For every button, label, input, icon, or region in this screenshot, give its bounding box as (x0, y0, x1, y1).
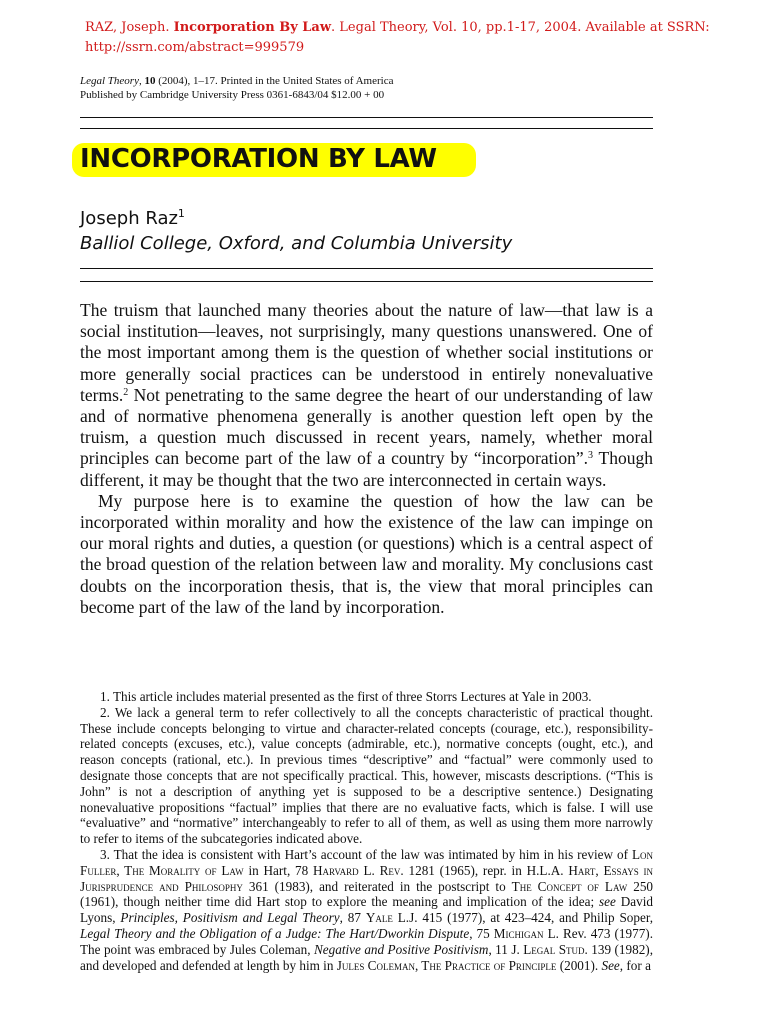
footnote-2: 2. We lack a general term to refer collectively to all the concepts characteristic of practical thought. These include concepts belonging to virtue and character-related concepts (courage, etc.), responsibility-related concepts (excuses, etc.), value concepts (admirable, etc.), normative concepts (ought, etc.), and reason concepts (rational, etc.). In previous times “descriptive” and “factual” were commonly used to designate those concepts that are not specifically practical. This, however, miscasts descriptions. (“This is John” is not a description of anything yet is supposed to be a descriptive sentence.) Designating nonevaluative propositions “factual” implies that there are no evaluative facts, which is false. I will use “evaluative” and “normative” interchangeably to refer to all of them, as well as using them more narrowly to refer to items of the subcategories indicated above. (80, 704, 653, 847)
paragraph-1: The truism that launched many theories about the nature of law—that law is a social institution—leaves, not surprisingly, many questions unanswered. One of the most important among them is the question of whether social institutions or more generally social practices can be understood in entirely nonevaluative terms.$^2$ Not penetrating to the same degree the heart of our understanding of law and of normative phenomena generally is another question left open by the truism, a question much discussed in recent years, namely, whether moral principles can become part of the law of a country by “incorporation”.$^3$ Though different, it may be thought that the two are interconnected in certain ways. (80, 300, 653, 490)
citation-title: Incorporation By Law (173, 20, 332, 35)
author-name: Joseph Raz (80, 208, 178, 229)
footnote-1: 1. This article includes material presented as the first of three Storrs Lectures at Yale in 2003. (100, 689, 592, 704)
title-rule-bottom (80, 281, 653, 282)
footnote-ref-2: 2 (123, 386, 129, 398)
header-rule-bottom (80, 128, 653, 129)
footnote-3: 3. That the idea is consistent with Hart’s account of the law was intimated by him in his review of Lon Fuller, The Morality of Law in Hart, 78 Harvard L. Rev. 1281 (1965), repr. in H.L.A. Hart, Essays in Jurisprudence and Philosophy 361 (1983), and reiterated in the postscript to The Concept of Law 250 (1961), though neither time did Hart stop to explore the meaning and implication of the idea; see David Lyons, Principles, Positivism and Legal Theory, 87 Yale L.J. 415 (1977), at 423–424, and Philip Soper, Legal Theory and the Obligation of a Judge: The Hart/Dworkin Dispute, 75 Michigan L. Rev. 473 (1977). The point was embraced by Jules Coleman, Negative and Positive Positivism, 11 J. Legal Stud. 139 (1982), and developed and defended at length by him in Jules Coleman, The Practice of Principle (2001). See, for a (80, 846, 654, 973)
header-rule-top (80, 117, 653, 118)
journal-name: Legal Theory (80, 75, 139, 87)
author-footnote-ref: 1 (177, 207, 185, 220)
journal-line: Legal Theory, 10 (2004), 1–17. Printed in the United States of America (80, 75, 394, 87)
journal-details: (2004), 1–17. Printed in the United States of America (155, 75, 394, 87)
publisher-line: Published by Cambridge University Press 0361-6843/04 $12.00 + 00 (80, 89, 385, 101)
citation-header (85, 18, 725, 58)
author (80, 201, 680, 232)
journal-meta (80, 74, 720, 102)
article-body (80, 300, 653, 618)
citation-rest: . Legal Theory, Vol. 10, pp.1-17, 2004. Available at SSRN: http://ssrn.com/abstract=999579 (85, 20, 710, 55)
author-affiliation: Balliol College, Oxford, and Columbia University (80, 233, 513, 254)
title-rule-top (80, 268, 653, 269)
citation-prefix: RAZ, Joseph. (85, 20, 174, 35)
journal-volume: 10 (144, 75, 156, 87)
footnote-ref-3: 3 (588, 450, 594, 462)
footnotes (80, 689, 653, 973)
article-title: INCORPORATION BY LAW (80, 144, 437, 174)
paragraph-2: My purpose here is to examine the question of how the law can be incorporated within morality and how the existence of the law can impinge on our moral rights and duties, a question (or questions) which is a central aspect of the broad question of the relation between law and morality. My conclusions cast doubts on the incorporation thesis, that is, the view that moral principles can become part of the law of the land by incorporation. (80, 490, 653, 617)
